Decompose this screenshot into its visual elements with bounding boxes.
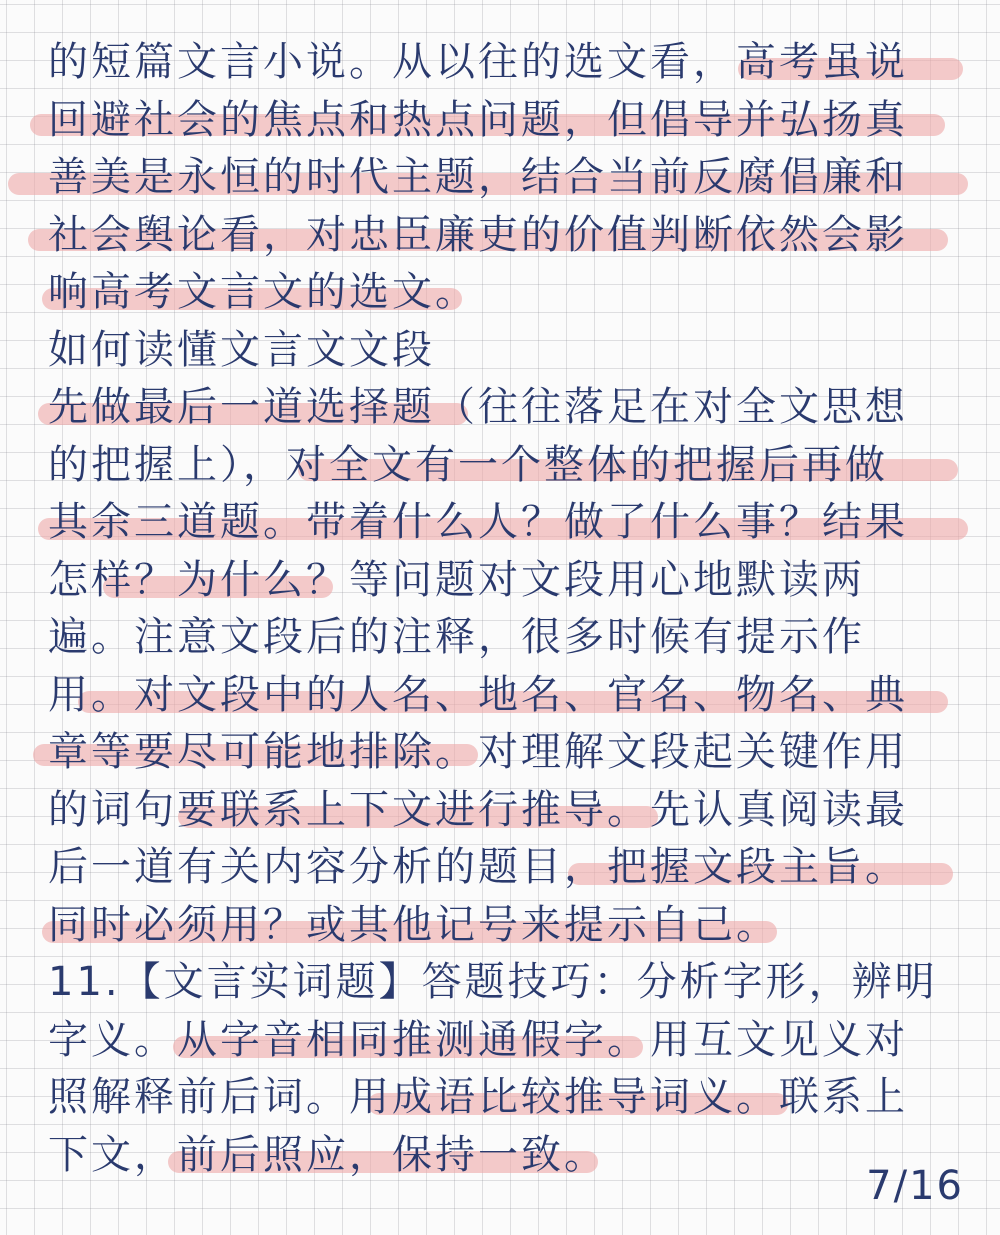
note-line: 怎样？为什么？等问题对文段用心地默读两 bbox=[48, 556, 865, 603]
note-line: 同时必须用？或其他记号来提示自己。 bbox=[48, 897, 948, 955]
page-number: 7/16 bbox=[866, 1163, 964, 1209]
note-line: 社会舆论看，对忠臣廉吏的价值判断依然会影 bbox=[48, 207, 948, 265]
note-line: 其余三道题。带着什么人？做了什么事？结果 bbox=[48, 494, 948, 552]
note-line: 的短篇文言小说。从以往的选文看，高考虽说 bbox=[48, 34, 948, 92]
note-line: 的把握上），对全文有一个整体的把握后再做 bbox=[48, 437, 948, 495]
note-line: 后一道有关内容分析的题目，把握文段主旨。 bbox=[48, 839, 948, 897]
note-line: 的词句要联系上下文进行推导。先认真阅读最 bbox=[48, 786, 908, 833]
handwritten-notes bbox=[48, 34, 948, 1184]
note-line: 回避社会的焦点和热点问题，但倡导并弘扬真 bbox=[48, 92, 948, 150]
note-line: 用。对文段中的人名、地名、官名、物名、典 bbox=[48, 667, 948, 725]
note-line: 如何读懂文言文文段 bbox=[48, 326, 435, 373]
note-line: 先做最后一道选择题（往往落足在对全文思想 bbox=[48, 379, 948, 437]
note-line: 下文，前后照应，保持一致。 bbox=[48, 1131, 607, 1178]
note-line: 善美是永恒的时代主题，结合当前反腐倡廉和 bbox=[48, 149, 948, 207]
note-line: 遍。注意文段后的注释，很多时候有提示作 bbox=[48, 614, 865, 660]
note-line: 照解释前后词。用成语比较推导词义。联系上 bbox=[48, 1074, 908, 1120]
note-line: 字义。从字音相同推测通假字。用互文见义对 bbox=[48, 1016, 908, 1063]
note-line: 11.【文言实词题】答题技巧：分析字形，辨明 bbox=[48, 959, 938, 1005]
note-line: 响高考文言文的选文。 bbox=[48, 264, 948, 322]
note-line: 章等要尽可能地排除。对理解文段起关键作用 bbox=[48, 724, 948, 782]
